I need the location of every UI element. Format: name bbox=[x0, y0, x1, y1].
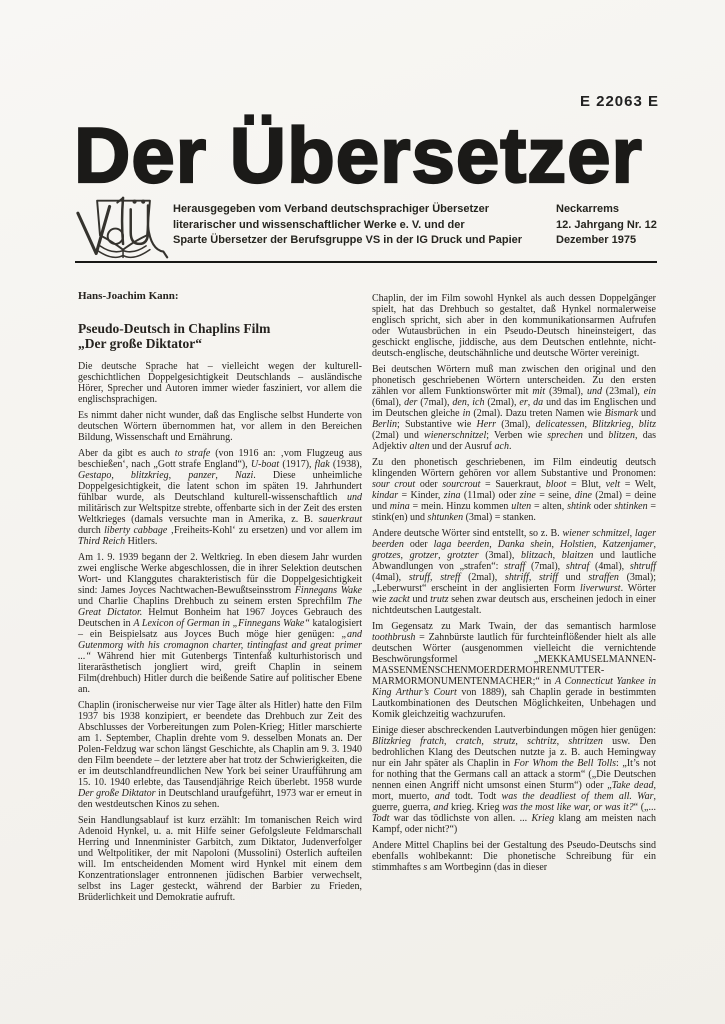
paragraph: Chaplin (ironischerweise nur vier Tage älter als Hitler) hatte den Film 1937 bis 1938 konzipiert, er beendete das Drehbuch zur Zeit des Abschlusses der Vorbereitungen zum Polen-Krieg; Hitler marschierte am 1. September, Chaplin drehte vom 9. desselben Monats an. Der Polen-Feldzug war schon längst Geschichte, als Chaplin am 9. 3. 1940 den Film beendete – der letztere aber hat trotz der Schwierigkeiten, die er im deutschlandfreundlichen New York bei seiner Uraufführung am 15. 10. 1940 erlebte, das Tausendjährige Reich überlebt. 1958 wurde Der große Diktator in Deutschland uraufgeführt, 1973 war er erneut in den westdeutschen Kinos zu sehen. bbox=[78, 700, 363, 810]
paragraph: Andere deutsche Wörter sind entstellt, so z. B. wiener schmitzel, lager beerden oder laga beerden, Danka shein, Holstien, Katzenjamer, grotzes, grotzer, grotzter (3mal), blitzach, blaitzen und lautliche Abwandlungen von „strafen“: straff (7mal), shtraf (4mal), shtruff (4mal), struff, streff (2mal), shtriff, striff und straffen (3mal); „Leberwurst“ erscheint in der anglisierten Form liverwurst. Wörter wie zackt und trutz sehen zwar deutsch aus, erscheinen jedoch in einer nichtdeutschen Lautgestalt. bbox=[372, 528, 657, 616]
publisher-line: literarischer und wissenschaftlicher Werke e. V. und der bbox=[173, 218, 465, 231]
publisher-info bbox=[173, 202, 565, 249]
publisher-line: Herausgegeben vom Verband deutschsprachiger Übersetzer bbox=[173, 203, 490, 215]
issue-date: Dezember 1975 bbox=[556, 234, 637, 246]
publisher-line: Sparte Übersetzer der Berufsgruppe VS in der IG Druck und Papier bbox=[173, 234, 523, 246]
paragraph: Bei deutschen Wörtern muß man zwischen den original und den phonetisch geschriebenen Wörtern unterscheiden. Zu den ersten zählen vor allem Funktionswörter mit mit (39mal), und (23mal), ein (6mal), der (7mal), den, ich (2mal), er, da und das im Englischen und im Deutschen gleiche in (2mal). Dazu treten Namen wie Bismark und Berlin; Substantive wie Herr (3mal), delicatessen, Blitzkrieg, blitz (2mal) und wienerschnitzel; Verben wie sprechen und blitzen, das Adjektiv alten und der Ausruf ach. bbox=[372, 364, 657, 452]
paragraph: Sein Handlungsablauf ist kurz erzählt: Im tomanischen Reich wird Adenoid Hynkel, u. a. mit Hilfe seiner Gefolgsleute Feldmarschall Herring und Innenminister Garbitch, zum Diktator, Judenverfolger und Weltpolitiker, der mit Napoloni (Mussolini) Osterlich aufteilen will. Im entscheidenden Moment wird Hynkel mit einem dem Konzentrationslager entronnenen jüdischen Barbier verwechselt, selbst ins Lager gesteckt, während der Barbier zu Frieden, Brüderlichkeit und Demokratie aufruft. bbox=[78, 815, 362, 903]
masthead-divider bbox=[75, 261, 657, 263]
paragraph: Am 1. 9. 1939 begann der 2. Weltkrieg. In eben diesem Jahr wurden zwei englische Werke abgeschlossen, die in ihrer Selektion deutschen Wort- und Klanggutes charakteristisch für die Doppelgesichtigkeit sind: James Joyces Nachtwachen-Bewußtseinsstrom Finnegans Wake und Charlie Chaplins Drehbuch zu seinem ersten Sprechfilm The Great Dictator. Helmut Bonheim hat 1967 Joyces Gebrauch des Deutschen in A Lexicon of German in „Finnegans Wake“ katalogisiert – ein Beispielsatz aus Joyces Buch möge hier genügen: „and Gutenmorg with his cromagnon charter, tintingfast and great primer ...“ Während hier mit Gutenbergs Tintenfaß kulturhistorisch und literarästhetisch jongliert wird, greift Chaplin in seinem Film(drehbuch) Hitler durch die beißende Satire auf politischer Ebene an. bbox=[78, 552, 362, 695]
paragraph: Im Gegensatz zu Mark Twain, der das semantisch harmlose toothbrush = Zahnbürste lautlich für furchteinflößender hielt als alle deutschen Wörter (ausgenommen vielleicht die vernichtende Beschwörungsformel „MEKKAMUSELMANNEN-MASSENMENSCHENMOERDERMOHRENMUTTER-MARMORMONUMENTENMACHER;“ in A Connecticut Yankee in King Arthur’s Court von 1889), sah Chaplin gerade in bestimmten Lautkombinationen des Deutschen Möglichkeiten, Unbehagen und Komik gleichzeitig wachzurufen. bbox=[372, 621, 656, 720]
paragraph: Die deutsche Sprache hat – vielleicht wegen der kulturell-geschichtlichen Doppelgesichtigkeit Deutschlands – ausländische Hörer, Sprecher und Autoren immer wieder fasziniert, vor allem die englischsprachigen. bbox=[78, 361, 362, 405]
article-title bbox=[78, 322, 362, 351]
author-byline: Hans-Joachim Kann: bbox=[78, 290, 179, 302]
left-column bbox=[78, 290, 362, 908]
article-title-line1: Pseudo-Deutsch in Chaplins Film bbox=[78, 321, 271, 336]
right-column bbox=[372, 293, 656, 878]
paragraph: Chaplin, der im Film sowohl Hynkel als auch dessen Doppelgänger spielt, hat das Drehbuch so gestaltet, daß Hynkel normalerweise englisch spricht, sich aber in den kommunikationsarmen Aufrufen oder Wutausbrüchen in ein Pseudo-Deutsch hineinsteigert, das geschickt englische, jiddische, aus dem Deutschen entlehnte, nicht-deutsch-englische, deutschähnliche und deutsche Wörter vereinigt. bbox=[372, 293, 656, 359]
issue-info bbox=[556, 202, 664, 249]
paragraph: Einige dieser abschreckenden Lautverbindungen mögen hier genügen: Blitzkrieg fratch, cratch, strutz, schtritz, shtritzen usw. Den bedrohlichen Klang des Deutschen nutzte ja z. B. auch Hemingway nur ein Jahr später als Chaplin in For Whom the Bell Tolls: „It’s not for nothing that the Germans call an attack a storm“ („Die Deutschen nennen einen Angriff nicht umsonst einen Sturm“) oder „Take dead, mort, muerto, and todt. Todt was the deadliest of them all. War, guerre, guerra, and krieg. Krieg was the most like war, or was it?“ („... Todt war das tödlichste von allen. ... Krieg klang am meisten nach Kampf, oder nicht?“) bbox=[372, 725, 657, 835]
journal-title: Der Übersetzer bbox=[74, 111, 643, 199]
issue-volume: 12. Jahrgang Nr. 12 bbox=[556, 218, 657, 231]
paragraph: Zu den phonetisch geschriebenen, im Film eindeutig deutsch klingenden Wörtern gehören vor allem Substantive und Pronomen: sour crout oder sourcrout = Sauerkraut, bloot = Blut, velt = Welt, kindar = Kinder, zina (11mal) oder zine = seine, dine (2mal) = deine und mina = mein. Hinzu kommen ulten = alten, shtink oder shtinken = stink(en) und shtunken (3mal) = stanken. bbox=[372, 457, 657, 523]
issue-place: Neckarrems bbox=[556, 203, 619, 215]
paragraph: Aber da gibt es auch to strafe (von 1916 an: ‚vom Flugzeug aus beschießen‘, nach „Gott strafe England“), U-boat (1917), flak (1938), Gestapo, blitzkrieg, panzer, Nazi. Diese unheimliche Doppelgesichtigkeit, die latent schon im späten 19. Jahrhundert fühlbar wurde, als Deutschland kulturell-wissenschaftlich und militärisch zur Weltspitze strebte, offenbarte sich in der Zeit des ersten Weltkrieges (damals versuchte man in Amerika, z. B. sauerkraut durch liberty cabbage ‚Freiheits-Kohl‘ zu ersetzen) und vor allem im Third Reich Hitlers. bbox=[78, 448, 363, 547]
paragraph: Es nimmt daher nicht wunder, daß das Englische selbst Hunderte von deutschen Wörtern übernommen hat, vor allem in den Bereichen Bildung, Wissenschaft und Ernährung. bbox=[78, 410, 362, 443]
paragraph: Andere Mittel Chaplins bei der Gestaltung des Pseudo-Deutschs sind ebenfalls wohlbekannt: Die phonetische Schreibung für ein stimmhaftes s am Wortbeginn (das in dieser bbox=[372, 840, 656, 873]
postal-code: E 22063 E bbox=[579, 93, 659, 110]
vdu-logo-icon bbox=[76, 194, 172, 266]
article-title-line2: „Der große Diktator“ bbox=[78, 335, 202, 351]
